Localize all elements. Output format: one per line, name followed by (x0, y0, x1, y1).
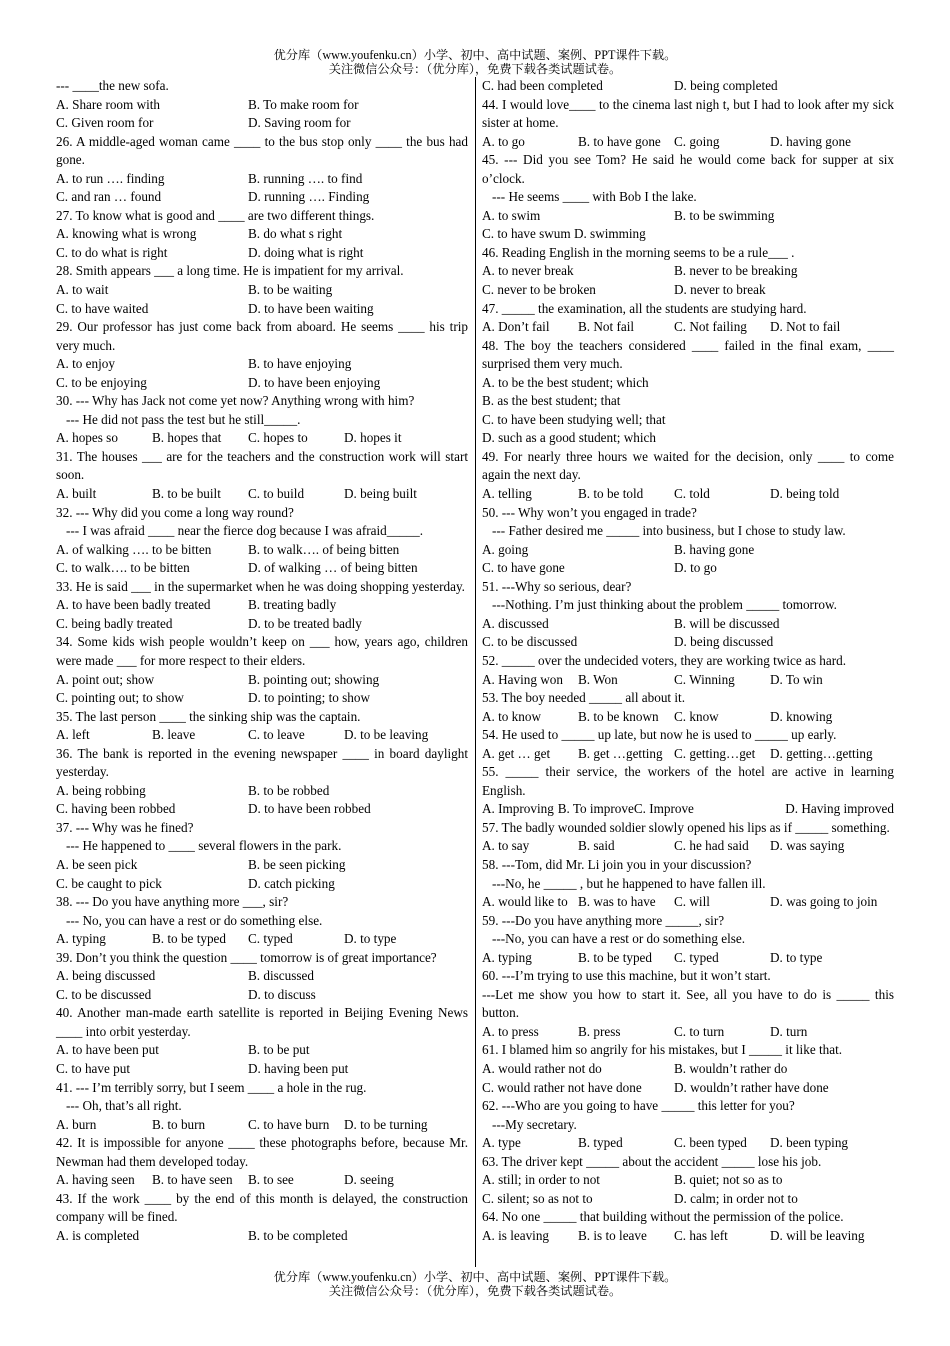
answer-option: D. being completed (674, 78, 778, 93)
answer-option: A. is leaving (482, 1227, 550, 1243)
answer-options-row (482, 633, 894, 652)
answer-options-row (482, 1134, 894, 1153)
answer-option: D. to type (344, 931, 397, 947)
answer-options-row (56, 1041, 468, 1060)
answer-option: A. still; in order to not (482, 1172, 600, 1188)
answer-option: B. to have gone (578, 133, 661, 149)
answer-options-row (56, 485, 468, 504)
question-line: ---Nothing. I’m just thinking about the problem _____ tomorrow. (492, 597, 837, 613)
answer-option: D. being built (344, 486, 417, 502)
question-line: 33. He is said ___ in the supermarket when he was doing shopping yesterday. (56, 578, 465, 594)
answer-options-row (56, 671, 468, 690)
answer-option: C. typed (248, 931, 293, 947)
answer-option: A. telling (482, 486, 532, 502)
answer-option: A. to know (482, 708, 541, 724)
question-line: 55. _____ their service, the workers of the hotel are active in learning English. (482, 764, 894, 798)
answer-option: D. to be turning (344, 1116, 428, 1132)
answer-option: A. to swim (482, 207, 541, 223)
answer-options-row (482, 949, 894, 968)
answer-option: C. know (674, 708, 719, 724)
question-line: 39. Don’t you think the question ____ tomorrow is of great importance? (56, 949, 437, 965)
question-line: 27. To know what is good and ____ are two different things. (56, 207, 375, 223)
answer-option: B. get …getting (578, 745, 663, 761)
answer-option: B. Won (578, 671, 618, 687)
answer-option: A. typing (482, 949, 532, 965)
answer-option: B. discussed (248, 968, 314, 984)
answer-option: D. to have been enjoying (248, 374, 381, 390)
question-line: ---No, you can have a rest or do something else. (492, 931, 746, 947)
answer-options-row (56, 1060, 468, 1079)
answer-options-row (482, 1079, 894, 1098)
header-line-1: 优分库（www.youfenku.cn）小学、初中、高中试题、案例、PPT课件下载。 (273, 48, 677, 62)
answer-option: C. being badly treated (56, 615, 173, 631)
answer-option: C. told (674, 486, 710, 502)
answer-options-row (482, 1227, 894, 1246)
answer-option: D. to type (770, 949, 823, 965)
answer-options-row (56, 930, 468, 949)
answer-options-row (482, 671, 894, 690)
answer-option: B. to be built (152, 486, 221, 502)
answer-option: A. left (56, 727, 90, 743)
answer-options-row (482, 485, 894, 504)
answer-option: D. was saying (770, 838, 845, 854)
answer-options-row (56, 114, 468, 133)
question-line: ---Let me show you how to start it. See, all you have to do is _____ this button. (482, 986, 894, 1021)
answer-option: A. being robbing (56, 782, 146, 798)
question-line: 53. The boy needed _____ all about it. (482, 690, 686, 706)
answer-options-row (482, 708, 894, 727)
page-header (0, 48, 950, 76)
footer-line-2: 关注微信公众号：（优分库），免费下载各类试题试卷。 (328, 1284, 622, 1298)
answer-option: D. doing what is right (248, 244, 364, 260)
question-line: 46. Reading English in the morning seems to be a rule___ . (482, 244, 795, 260)
answer-option: A. being discussed (56, 968, 156, 984)
answer-option: B. to be robbed (248, 782, 330, 798)
header-line-2: 关注微信公众号：（优分库），免费下载各类试题试卷。 (328, 62, 622, 76)
answer-option: C. going (674, 133, 720, 149)
answer-option: B. to be known (578, 708, 659, 724)
answer-option: B. will be discussed (674, 615, 780, 631)
answer-option: C. typed (674, 949, 719, 965)
answer-options-row (56, 875, 468, 894)
answer-option: C. has left (674, 1227, 728, 1243)
answer-option: D. To win (770, 671, 823, 687)
answer-option: D. running …. Finding (248, 189, 370, 205)
answer-options-row (56, 225, 468, 244)
answer-option: C. and ran … found (56, 189, 162, 205)
question-line: --- I was afraid ____ near the fierce dog because I was afraid_____. (66, 523, 423, 539)
answer-option: D. to be leaving (344, 727, 429, 743)
answer-option: C. silent; so as not to (482, 1190, 593, 1206)
answer-option: A. to run …. finding (56, 170, 165, 186)
question-line: 63. The driver kept _____ about the accident _____ lose his job. (482, 1153, 822, 1169)
answer-option: B. to be typed (578, 949, 652, 965)
question-line: A. to be the best student; which (482, 374, 649, 390)
answer-option: D. getting…getting (770, 745, 873, 761)
answer-option: D. to pointing; to show (248, 690, 370, 706)
answer-option: D. of walking … of being bitten (248, 560, 418, 576)
answer-option: D. being told (770, 486, 840, 502)
right-column (482, 77, 894, 1245)
answer-option: C. to be discussed (482, 634, 578, 650)
answer-options-row (56, 689, 468, 708)
answer-option: A. to say (482, 838, 530, 854)
answer-option: D. to have been waiting (248, 300, 374, 316)
answer-option: C. to have burn (248, 1116, 330, 1132)
answer-option: A. type (482, 1135, 521, 1151)
answer-option: A. would like to (482, 894, 568, 910)
answer-options-row (56, 596, 468, 615)
answer-option: C. to turn (674, 1023, 725, 1039)
question-line: 57. The badly wounded soldier slowly opened his lips as if _____ something. (482, 819, 890, 835)
answer-options-row (56, 541, 468, 560)
question-line: 28. Smith appears ___ a long time. He is impatient for my arrival. (56, 263, 404, 279)
question-line: 62. ---Who are you going to have _____ this letter for you? (482, 1098, 795, 1114)
answer-option: C. Improve (633, 801, 694, 817)
answer-options-row (56, 967, 468, 986)
question-line: C. to have swum D. swimming (482, 226, 646, 242)
answer-option: D. been typing (770, 1135, 849, 1151)
question-line: 45. --- Did you see Tom? He said he would come back for supper at six o’clock. (482, 152, 894, 186)
answer-option: D. Having improved (785, 801, 894, 817)
answer-option: B. to be completed (248, 1227, 348, 1243)
answer-option: A. to enjoy (56, 356, 115, 372)
question-line: 50. --- Why won’t you engaged in trade? (482, 504, 697, 520)
answer-option: C. Not failing (674, 319, 747, 335)
left-column (56, 77, 468, 1245)
question-line: 52. _____ over the undecided voters, they are working twice as hard. (482, 652, 847, 668)
question-line: 47. _____ the examination, all the students are studying hard. (482, 300, 807, 316)
answer-options-row (56, 374, 468, 393)
question-line: 42. It is impossible for anyone ____ these photographs before, because Mr. Newman had them developed today. (56, 1135, 468, 1169)
answer-options-row (56, 615, 468, 634)
answer-option: A. be seen pick (56, 856, 138, 872)
answer-options-row (56, 559, 468, 578)
question-line: 40. Another man-made earth satellite is reported in Beijing Evening News ____ into orbit yesterday. (56, 1005, 468, 1039)
answer-option: A. point out; show (56, 671, 155, 687)
answer-option: B. To improve (557, 801, 634, 817)
answer-option: C. to have waited (56, 300, 149, 316)
answer-option: A. knowing what is wrong (56, 226, 197, 242)
question-line: --- ____the new sofa. (56, 78, 169, 93)
answer-options-row (482, 800, 894, 819)
column-divider (475, 77, 476, 1267)
answer-option: A. get … get (482, 745, 551, 761)
answer-option: A. of walking …. to be bitten (56, 541, 212, 557)
answer-option: A. to go (482, 133, 525, 149)
answer-option: B. To make room for (248, 96, 359, 112)
answer-option: D. turn (770, 1023, 808, 1039)
answer-options-row (56, 1227, 468, 1246)
answer-options-row (56, 1116, 468, 1135)
answer-option: B. typed (578, 1135, 623, 1151)
question-line: --- He did not pass the test but he still_____. (66, 411, 301, 427)
answer-options-row (56, 986, 468, 1005)
question-line: 32. --- Why did you come a long way round? (56, 504, 294, 520)
answer-option: B. to see (248, 1172, 294, 1188)
question-line: 44. I would love____ to the cinema last nigh t, but I had to look after my sick sister at home. (482, 96, 894, 131)
answer-option: C. will (674, 894, 710, 910)
answer-option: D. calm; in order not to (674, 1190, 798, 1206)
answer-option: C. hopes to (248, 430, 308, 446)
answer-options-row (56, 281, 468, 300)
answer-option: A. having seen (56, 1172, 135, 1188)
answer-option: C. to leave (248, 727, 305, 743)
answer-option: C. had been completed (482, 78, 603, 93)
question-line: 54. He used to _____ up late, but now he is used to _____ up early. (482, 727, 837, 743)
answer-option: D. being discussed (674, 634, 774, 650)
answer-option: B. be seen picking (248, 856, 346, 872)
answer-options-row (482, 745, 894, 764)
answer-options-row (56, 800, 468, 819)
answer-option: B. was to have (578, 894, 656, 910)
question-line: 36. The bank is reported in the evening newspaper ____ in board daylight yesterday. (56, 745, 468, 780)
question-line: 51. ---Why so serious, dear? (482, 578, 632, 594)
answer-option: D. to discuss (248, 986, 316, 1002)
answer-option: B. to have enjoying (248, 356, 352, 372)
question-line: B. as the best student; that (482, 393, 621, 409)
answer-options-row (482, 1060, 894, 1079)
answer-option: C. pointing out; to show (56, 690, 184, 706)
answer-option: B. to be waiting (248, 282, 333, 298)
question-line: 61. I blamed him so angrily for his mistakes, but I _____ it like that. (482, 1042, 843, 1058)
answer-option: A. burn (56, 1116, 97, 1132)
answer-option: D. catch picking (248, 875, 335, 891)
answer-option: B. to walk…. of being bitten (248, 541, 400, 557)
answer-option: B. never to be breaking (674, 263, 798, 279)
answer-option: B. to burn (152, 1116, 206, 1132)
question-line: D. such as a good student; which (482, 430, 656, 446)
question-line: 49. For nearly three hours we waited for the decision, only ____ to come again the next day. (482, 448, 894, 483)
answer-option: D. to go (674, 560, 717, 576)
answer-option: D. having gone (770, 133, 851, 149)
answer-option: A. Share room with (56, 96, 161, 112)
answer-option: D. to have been robbed (248, 801, 371, 817)
answer-option: A. going (482, 541, 529, 557)
answer-option: A. to have been put (56, 1042, 159, 1058)
answer-option: B. is to leave (578, 1227, 647, 1243)
question-line: 35. The last person ____ the sinking ship was the captain. (56, 708, 361, 724)
answer-option: C. to be enjoying (56, 374, 147, 390)
question-line: C. to have been studying well; that (482, 411, 666, 427)
answer-option: C. to have gone (482, 560, 565, 576)
answer-option: B. pointing out; showing (248, 671, 380, 687)
answer-option: B. said (578, 838, 615, 854)
answer-option: B. treating badly (248, 597, 337, 613)
answer-options-row (56, 1171, 468, 1190)
answer-options-row (482, 615, 894, 634)
answer-options-row (482, 207, 894, 226)
answer-option: A. Improving (482, 801, 554, 817)
answer-options-row (482, 559, 894, 578)
question-line: ---My secretary. (492, 1116, 577, 1132)
answer-option: B. to be told (578, 486, 644, 502)
answer-option: C. to build (248, 486, 305, 502)
answer-option: B. wouldn’t rather do (674, 1060, 788, 1076)
answer-options-row (482, 281, 894, 300)
answer-options-row (56, 782, 468, 801)
answer-options-row (482, 893, 894, 912)
answer-option: A. to wait (56, 282, 109, 298)
question-line: 26. A middle-aged woman came ____ to the bus stop only ____ the bus had gone. (56, 133, 468, 168)
question-line: 41. --- I’m terribly sorry, but I seem ____ a hole in the rug. (56, 1079, 367, 1095)
answer-option: D. having been put (248, 1060, 349, 1076)
answer-option: B. quiet; not so as to (674, 1172, 783, 1188)
answer-options-row (482, 318, 894, 337)
question-line: --- Father desired me _____ into business, but I chose to study law. (492, 523, 846, 539)
answer-option: C. Winning (674, 671, 735, 687)
answer-option: A. to have been badly treated (56, 597, 211, 613)
question-line: 30. --- Why has Jack not come yet now? Anything wrong with him? (56, 393, 415, 409)
question-line: 59. ---Do you have anything more _____, sir? (482, 912, 725, 928)
question-line: --- He happened to ____ several flowers in the park. (66, 838, 342, 854)
answer-option: B. hopes that (152, 430, 222, 446)
answer-option: A. hopes so (56, 430, 118, 446)
answer-option: C. would rather not have done (482, 1079, 642, 1095)
answer-options-row (482, 1171, 894, 1190)
answer-option: D. hopes it (344, 430, 402, 446)
answer-option: C. to be discussed (56, 986, 152, 1002)
answer-options-row (56, 96, 468, 115)
question-line: 38. --- Do you have anything more ___, sir? (56, 894, 289, 910)
answer-option: D. knowing (770, 708, 833, 724)
answer-option: B. having gone (674, 541, 755, 557)
answer-option: C. to do what is right (56, 244, 168, 260)
question-line: 48. The boy the teachers considered ____ failed in the final exam, ____ surprised them very much. (482, 337, 894, 372)
answer-option: A. Having won (482, 671, 563, 687)
answer-option: D. wouldn’t rather have done (674, 1079, 829, 1095)
answer-option: C. Given room for (56, 115, 154, 131)
answer-option: B. leave (152, 727, 196, 743)
answer-options-row (56, 355, 468, 374)
answer-option: B. running …. to find (248, 170, 363, 186)
answer-option: C. having been robbed (56, 801, 176, 817)
answer-options-row (56, 726, 468, 745)
answer-option: B. press (578, 1023, 621, 1039)
answer-option: C. to have put (56, 1060, 130, 1076)
answer-option: D. will be leaving (770, 1227, 865, 1243)
answer-option: A. Don’t fail (482, 319, 550, 335)
question-line: 64. No one _____ that building without the permission of the police. (482, 1209, 844, 1225)
answer-option: D. was going to join (770, 894, 878, 910)
answer-options-row (56, 300, 468, 319)
answer-options-row (56, 429, 468, 448)
answer-option: A. built (56, 486, 97, 502)
page-footer (0, 1270, 950, 1298)
question-line: 29. Our professor has just come back from aboard. He seems ____ his trip very much. (56, 319, 468, 353)
answer-option: B. to be typed (152, 931, 226, 947)
answer-option: B. Not fail (578, 319, 635, 335)
answer-option: A. to press (482, 1023, 539, 1039)
question-line: --- Oh, that’s all right. (66, 1098, 182, 1114)
answer-option: B. to be put (248, 1042, 310, 1058)
answer-options-row (482, 262, 894, 281)
answer-option: C. be caught to pick (56, 875, 162, 891)
question-line: --- He seems ____ with Bob I the lake. (492, 189, 697, 205)
answer-option: C. been typed (674, 1135, 747, 1151)
answer-option: B. to have seen (152, 1172, 233, 1188)
answer-option: A. to never break (482, 263, 574, 279)
question-line: 43. If the work ____ by the end of this month is delayed, the construction company will be fined. (56, 1190, 468, 1225)
answer-option: C. never to be broken (482, 282, 596, 298)
answer-option: A. is completed (56, 1227, 140, 1243)
answer-options-row (482, 837, 894, 856)
answer-option: C. getting…get (674, 745, 756, 761)
answer-option: C. to walk…. to be bitten (56, 560, 190, 576)
answer-option: D. Not to fail (770, 319, 841, 335)
question-line: ---No, he _____ , but he happened to have fallen ill. (492, 875, 766, 891)
answer-option: A. would rather not do (482, 1060, 602, 1076)
answer-options-row (482, 1190, 894, 1209)
answer-option: D. to be treated badly (248, 615, 362, 631)
answer-option: D. Saving room for (248, 115, 351, 131)
answer-option: B. to be swimming (674, 207, 775, 223)
answer-option: A. discussed (482, 615, 549, 631)
answer-option: C. he had said (674, 838, 749, 854)
answer-option: D. seeing (344, 1172, 394, 1188)
answer-option: D. never to break (674, 282, 766, 298)
answer-options-row (56, 170, 468, 189)
answer-option: A. typing (56, 931, 106, 947)
answer-option: B. do what s right (248, 226, 343, 242)
question-line: --- No, you can have a rest or do something else. (66, 912, 323, 928)
answer-options-row (56, 244, 468, 263)
question-line: 58. ---Tom, did Mr. Li join you in your discussion? (482, 856, 752, 872)
answer-options-row (482, 1023, 894, 1042)
question-line: 34. Some kids wish people wouldn’t keep on ___ how, years ago, children were made ___ for more respect to their elders. (56, 634, 468, 668)
answer-options-row (482, 133, 894, 152)
question-line: 31. The houses ___ are for the teachers and the construction work will start soon. (56, 448, 468, 483)
answer-options-row (56, 856, 468, 875)
footer-line-1: 优分库（www.youfenku.cn）小学、初中、高中试题、案例、PPT课件下载。 (273, 1270, 677, 1284)
question-line: 37. --- Why was he fined? (56, 819, 194, 835)
answer-options-row (482, 77, 894, 96)
question-line: 60. ---I’m trying to use this machine, but it won’t start. (482, 968, 771, 984)
answer-options-row (56, 188, 468, 207)
answer-options-row (482, 541, 894, 560)
